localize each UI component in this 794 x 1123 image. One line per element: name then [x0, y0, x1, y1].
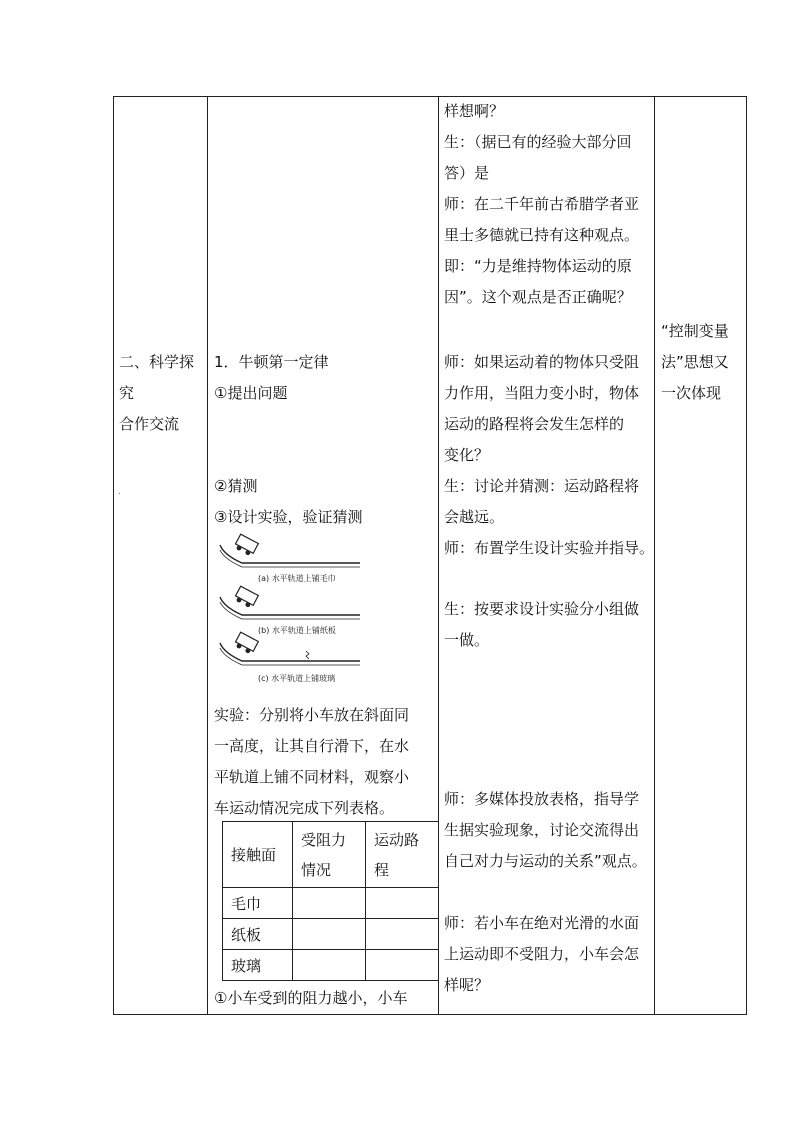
stray-mark: .	[118, 486, 122, 497]
cart-icon	[233, 534, 258, 557]
ramp-cardboard-diagram	[220, 586, 360, 635]
section-title-line: 究	[119, 384, 135, 402]
step-design-experiment: ③设计实验，验证猜测	[214, 508, 363, 526]
dialogue-line: 生：（据已有的经验大部分回	[444, 133, 632, 151]
table-cell: 毛巾	[223, 888, 293, 919]
design-note-line: 法”思想又	[661, 353, 729, 371]
dialogue-line: 力作用，当阻力变小时，物体	[444, 384, 640, 402]
caption-a: (a) 水平轨道上铺毛巾	[258, 574, 336, 583]
table-cell	[293, 919, 366, 950]
observation-table	[222, 821, 439, 981]
dialogue-line: 答）是	[444, 164, 490, 182]
experiment-line: 车运动情况完成下列表格。	[214, 799, 395, 817]
ramp-glass-diagram	[220, 632, 360, 683]
dialogue-line: 样想啊？	[444, 102, 505, 120]
caption-c: (c) 水平轨道上铺玻璃	[258, 674, 336, 683]
step-ask-question: ①提出问题	[214, 384, 288, 402]
design-note-line: 一次体现	[661, 384, 722, 402]
table-header-row	[223, 822, 439, 888]
dialogue-line: 一做。	[444, 631, 490, 649]
table-row	[223, 888, 439, 919]
dialogue-line: 生：讨论并猜测：运动路程将	[444, 477, 640, 495]
dialogue-line: 师：在二千年前古希腊学者亚	[444, 195, 640, 213]
table-row	[223, 950, 439, 981]
table-cell	[366, 888, 439, 919]
table-cell	[366, 919, 439, 950]
step-guess: ②猜测	[214, 477, 258, 495]
dialogue-line: 变化？	[444, 446, 490, 464]
table-cell	[293, 950, 366, 981]
dialogue-line: 师：如果运动着的物体只受阻	[444, 353, 640, 371]
column-divider	[207, 96, 208, 1015]
dialogue-line: 师：多媒体投放表格，指导学	[444, 790, 640, 808]
section-title-line: 二、科学探	[119, 353, 195, 371]
experiment-line: 一高度，让其自行滑下，在水	[214, 737, 410, 755]
dialogue-line: 师：布置学生设计实验并指导。	[444, 539, 655, 557]
caption-b: (b) 水平轨道上铺纸板	[258, 626, 336, 635]
table-row	[223, 919, 439, 950]
dialogue-line: 生据实验现象，讨论交流得出	[444, 821, 640, 839]
ramp-towel-diagram	[220, 534, 360, 583]
experiment-figure	[214, 533, 364, 695]
table-cell: 纸板	[223, 919, 293, 950]
dialogue-line: 师：若小车在绝对光滑的水面	[444, 914, 640, 932]
dialogue-line: 样呢？	[444, 976, 490, 994]
column-divider	[654, 96, 655, 1015]
experiment-line: 实验：分别将小车放在斜面同	[214, 706, 410, 724]
dialogue-line: 里士多德就已持有这种观点。	[444, 226, 640, 244]
dialogue-line: 会越远。	[444, 508, 505, 526]
dialogue-line: 生：按要求设计实验分小组做	[444, 600, 640, 618]
table-cell	[366, 950, 439, 981]
header-resistance: 受阻力 情况	[293, 822, 366, 888]
table-cell: 玻璃	[223, 950, 293, 981]
dialogue-line: 自己对力与运动的关系”观点。	[444, 852, 647, 870]
header-surface: 接触面	[223, 822, 293, 888]
topic-heading: 1．牛顿第一定律	[214, 353, 329, 371]
cart-icon	[233, 586, 258, 609]
design-note-line: “控制变量	[661, 322, 729, 340]
header-distance: 运动路 程	[366, 822, 439, 888]
dialogue-line: 运动的路程将会发生怎样的	[444, 415, 625, 433]
dialogue-line: 因”。这个观点是否正确呢？	[444, 288, 632, 306]
conclusion-line: ①小车受到的阻力越小，小车	[214, 989, 408, 1007]
section-title-line: 合作交流	[119, 415, 180, 433]
experiment-line: 平轨道上铺不同材料，观察小	[214, 768, 410, 786]
dialogue-line: 上运动即不受阻力，小车会怎	[444, 945, 640, 963]
table-cell	[293, 888, 366, 919]
cart-icon	[233, 632, 258, 655]
dialogue-line: 即：“力是维持物体运动的原	[444, 257, 632, 275]
